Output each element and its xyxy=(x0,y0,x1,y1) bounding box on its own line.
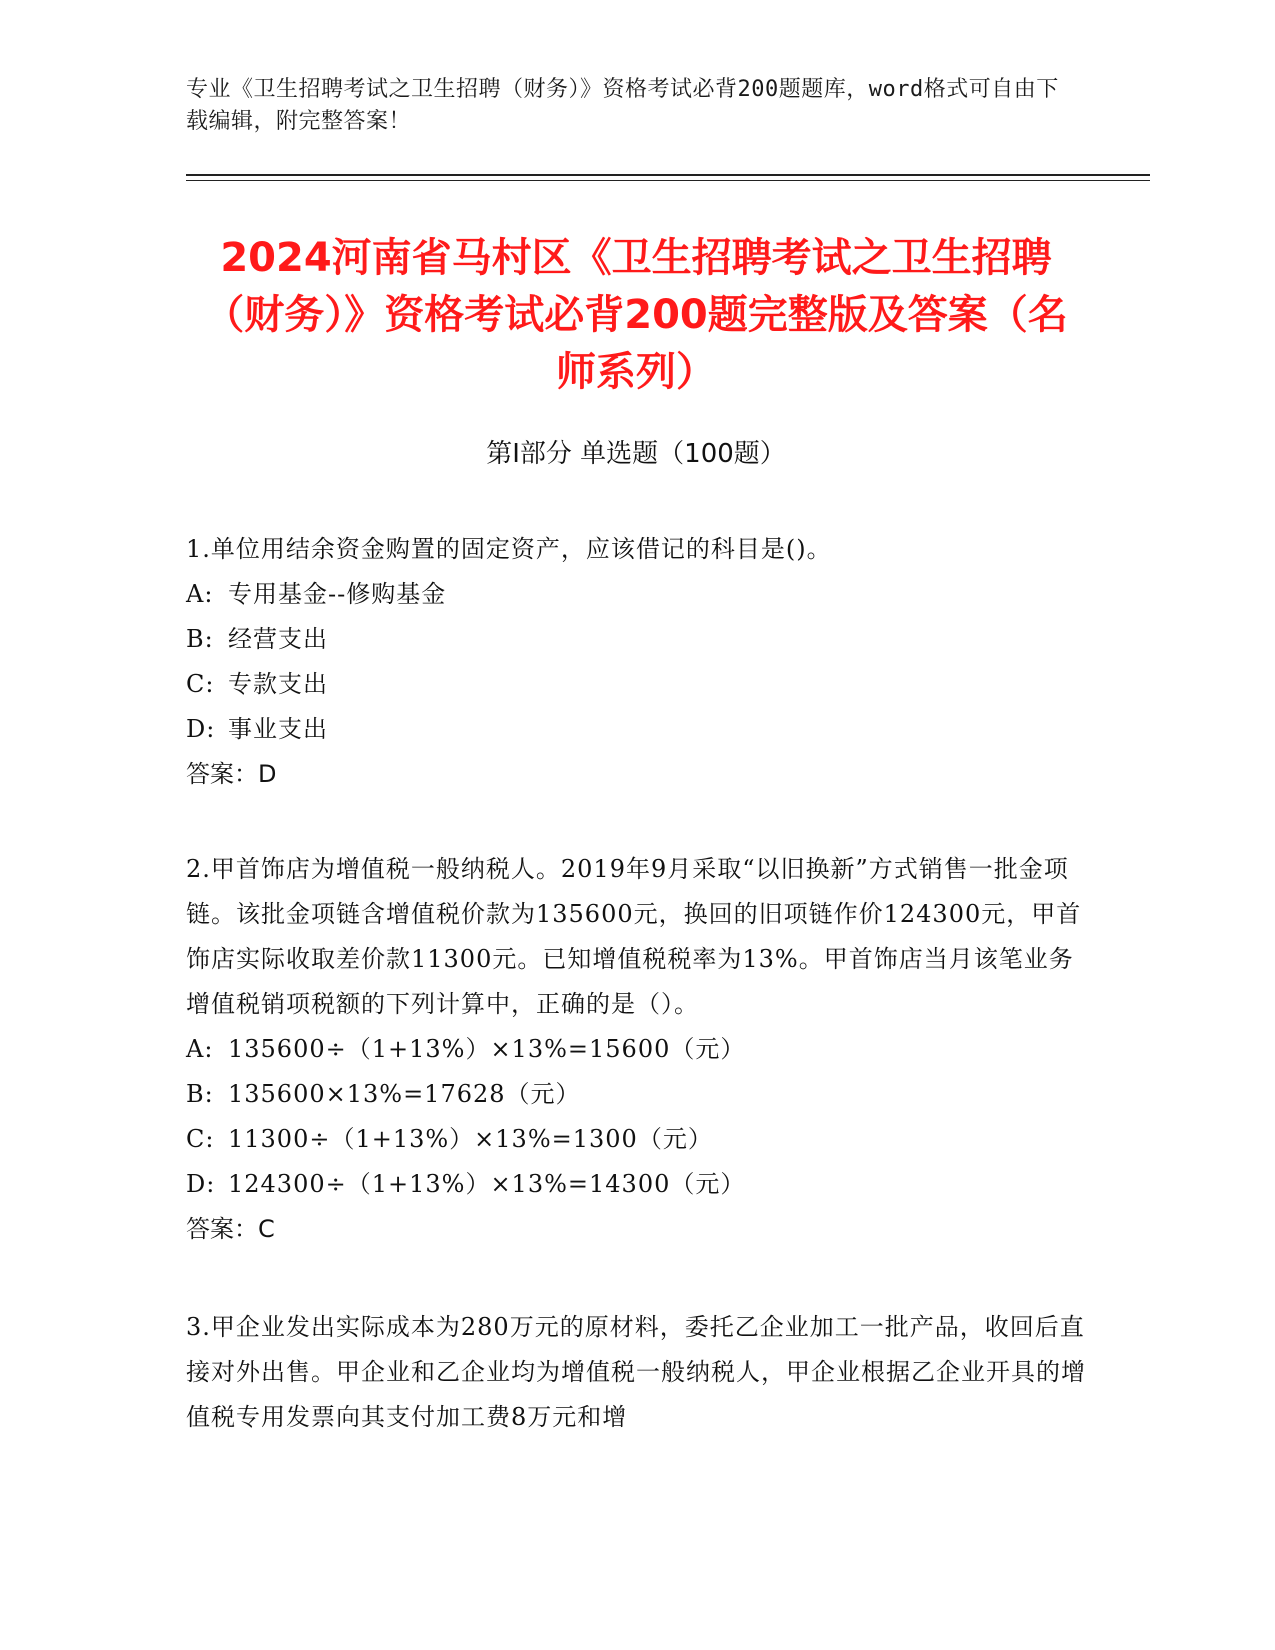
option-d xyxy=(186,1162,1086,1207)
option-c xyxy=(186,662,1086,707)
question-2 xyxy=(186,847,1086,1252)
answer-prefix: 答案： xyxy=(186,1215,258,1243)
answer-value: D xyxy=(258,760,277,788)
option-text: 124300÷（1+13%）×13%=14300（元） xyxy=(228,1170,746,1198)
question-list xyxy=(186,527,1086,1440)
option-letter: A: xyxy=(186,580,214,608)
question-1 xyxy=(186,527,1086,797)
option-text: 11300÷（1+13%）×13%=1300（元） xyxy=(228,1125,713,1153)
answer-value: C xyxy=(258,1215,275,1243)
option-b xyxy=(186,617,1086,662)
option-letter: D: xyxy=(186,715,216,743)
option-letter: D: xyxy=(186,1170,216,1198)
option-text: 专用基金--修购基金 xyxy=(228,580,447,608)
option-text: 经营支出 xyxy=(228,625,328,653)
spacer xyxy=(186,797,1086,847)
question-stem: 3.甲企业发出实际成本为280万元的原材料，委托乙企业加工一批产品，收回后直接对外出售。甲企业和乙企业均为增值税一般纳税人，甲企业根据乙企业开具的增值税专用发票向其支付加工费8万元和增 xyxy=(186,1313,1086,1431)
section-heading: 第I部分 单选题（100题） xyxy=(486,439,786,469)
option-b xyxy=(186,1072,1086,1117)
option-letter: B: xyxy=(186,625,214,653)
option-text: 135600÷（1+13%）×13%=15600（元） xyxy=(228,1035,746,1063)
option-text: 135600×13%=17628（元） xyxy=(228,1080,581,1108)
option-text: 专款支出 xyxy=(228,670,328,698)
option-text: 事业支出 xyxy=(228,715,328,743)
header-note: 专业《卫生招聘考试之卫生招聘（财务）》资格考试必背200题题库，word格式可自由下载编辑，附完整答案！ xyxy=(186,77,1059,134)
answer-line xyxy=(186,752,1086,797)
option-letter: B: xyxy=(186,1080,214,1108)
question-stem: 1.单位用结余资金购置的固定资产，应该借记的科目是()。 xyxy=(186,535,832,563)
option-letter: A: xyxy=(186,1035,214,1063)
option-d xyxy=(186,707,1086,752)
header-rule-thin xyxy=(186,180,1150,181)
answer-line xyxy=(186,1207,1086,1252)
option-letter: C: xyxy=(186,670,215,698)
option-a xyxy=(186,572,1086,617)
question-stem: 2.甲首饰店为增值税一般纳税人。2019年9月采取“以旧换新”方式销售一批金项链。该批金项链含增值税价款为135600元，换回的旧项链作价124300元，甲首饰店实际收取差价款11300元。已知增值税税率为13%。甲首饰店当月该笔业务增值税销项税额的下列计算中，正确的是（）。 xyxy=(186,855,1082,1018)
option-letter: C: xyxy=(186,1125,215,1153)
header-rule-thick xyxy=(186,174,1150,176)
option-c xyxy=(186,1117,1086,1162)
option-a xyxy=(186,1027,1086,1072)
spacer xyxy=(186,1252,1086,1305)
question-3 xyxy=(186,1305,1086,1440)
answer-prefix: 答案： xyxy=(186,760,258,788)
document-title: 2024河南省马村区《卫生招聘考试之卫生招聘（财务）》资格考试必背200题完整版及答案（名师系列） xyxy=(204,235,1068,395)
